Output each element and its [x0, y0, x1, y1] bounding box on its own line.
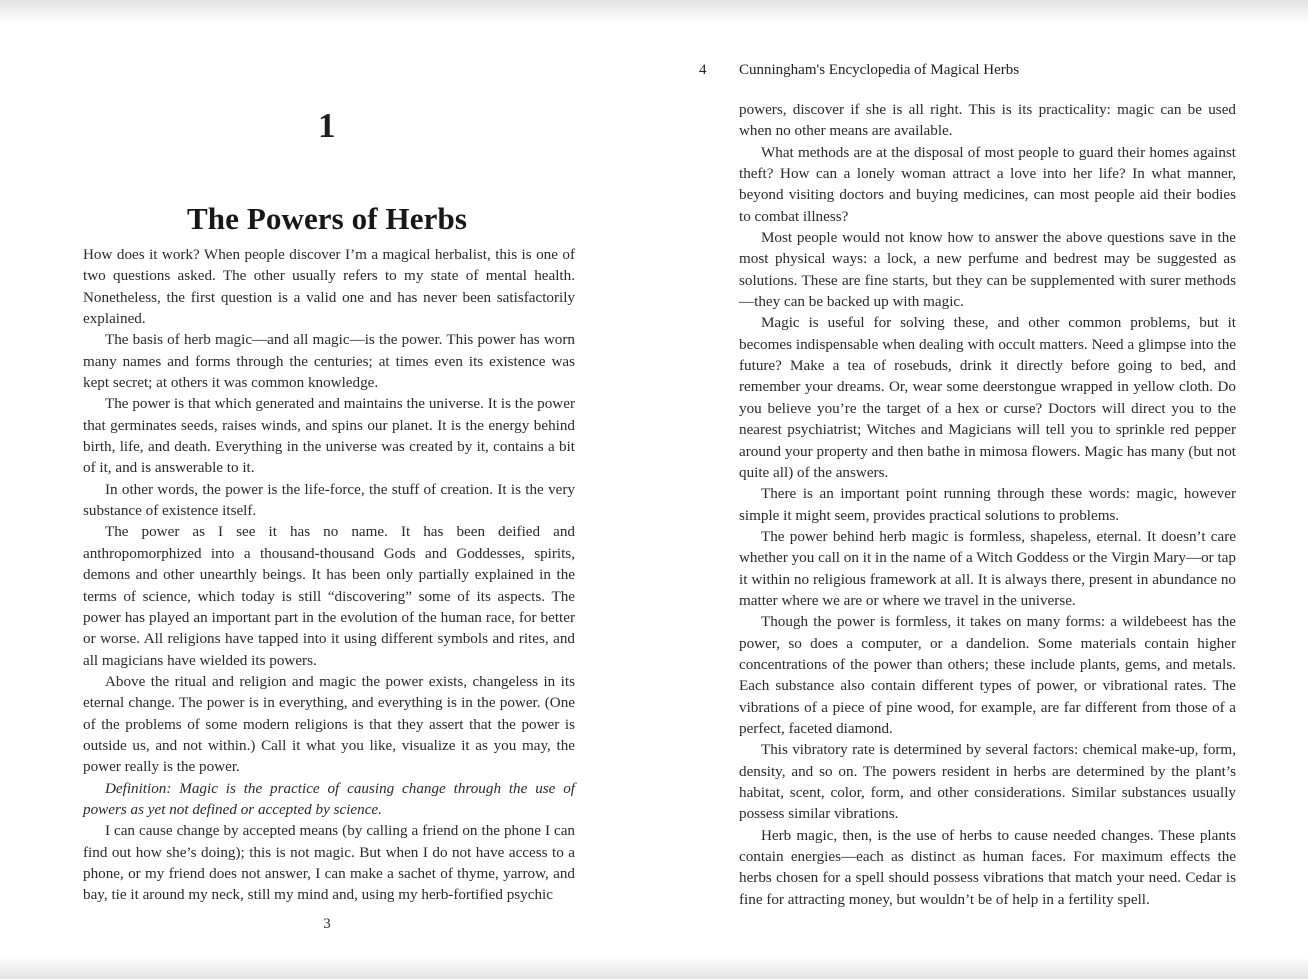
- paragraph: In other words, the power is the life-force, the stuff of creation. It is the very substance of existence itself.: [83, 480, 575, 520]
- left-column-text: [83, 244, 575, 906]
- running-head: [699, 60, 1239, 81]
- paragraph: This vibratory rate is determined by several factors: chemical make-up, form, density, and so on. The powers resident in herbs are determined by the plant’s habitat, scent, color, form, and other considerations. Similar substances usually possess similar vibrations.: [739, 741, 1236, 823]
- paragraph: powers, discover if she is all right. This is its practicality: magic can be used when no other means are available.: [739, 101, 1236, 140]
- running-head-title: Cunningham's Encyclopedia of Magical Herbs: [739, 62, 1020, 78]
- paragraph: How does it work? When people discover I’m a magical herbalist, this is one of two questions asked. The other usually refers to my state of mental health. Nonetheless, the first question is a valid one and has never been satisfactorily explained.: [83, 246, 575, 328]
- chapter-title: The Powers of Herbs: [187, 200, 467, 236]
- paragraph: The basis of herb magic—and all magic—is the power. This power has worn many names and forms through the centuries; at times even its existence was kept secret; at others it was common knowledge.: [83, 331, 575, 392]
- paragraph: Most people would not know how to answer the above questions save in the most physical ways: a lock, a new perfume and bedrest may be suggested as solutions. These are fine starts, but they can be supplemented with surer methods—they can be backed up with magic.: [739, 229, 1236, 311]
- paragraph: Though the power is formless, it takes on many forms: a wildebeest has the power, so does a computer, or a dandelion. Some materials contain higher concentrations of the power than others; these include plants, gems, and metals. Each substance also contain different types of power, or vibrational rates. The vibrations of a piece of pine wood, for example, are far different from those of a perfect, faceted diamond.: [739, 613, 1236, 737]
- paragraph: The power is that which generated and maintains the universe. It is the power that germinates seeds, raises winds, and spins our planet. It is the energy behind birth, life, and death. Everything in the universe was created by it, contains a bit of it, and is answerable to it.: [83, 395, 575, 477]
- paragraph: Above the ritual and religion and magic the power exists, changeless in its eternal change. The power is in everything, and everything is in the power. (One of the problems of some modern religions is that they assert that the power is outside us, and not within.) Call it what you like, visualize it as you may, the power really is the power.: [83, 672, 575, 776]
- definition-paragraph: Definition: Magic is the practice of causing change through the use of powers as yet not defined or accepted by science.: [83, 779, 575, 818]
- paragraph: The power as I see it has no name. It has been deified and anthropomorphized into a thousand-thousand Gods and Goddesses, spirits, demons and other unearthly beings. It has been only partially explained in the terms of science, which today is still “discovering” some of its aspects. The power has played an important part in the evolution of the human race, for better or worse. All religions have tapped into it using different symbols and rites, and all magicians have wielded its powers.: [83, 523, 575, 669]
- paragraph: I can cause change by accepted means (by calling a friend on the phone I can find out how she’s doing); this is not magic. But when I do not have access to a phone, or my friend does not answer, I can make a sachet of thyme, yarrow, and bay, tie it around my neck, still my mind and, using my herb-fortified psychic: [83, 822, 575, 904]
- paragraph: What methods are at the disposal of most people to guard their homes against theft? How can a lonely woman attract a love into her life? In what manner, beyond visiting doctors and buying medicines, can most people aid their bodies to combat illness?: [739, 143, 1236, 225]
- paragraph: The power behind herb magic is formless, shapeless, eternal. It doesn’t care whether you call on it in the name of a Witch Goddess or the Virgin Mary—or tap it within no religious framework at all. It is always there, present in abundance no matter where we are or where we travel in the universe.: [739, 527, 1236, 609]
- chapter-number: 1: [318, 106, 336, 145]
- right-column-text: [739, 99, 1236, 910]
- paragraph: Magic is useful for solving these, and other common problems, but it becomes indispensable when dealing with occult matters. Need a glimpse into the future? Make a tea of rosebuds, drink it directly before going to bed, and remember your dreams. Or, wear some deerstongue wrapped in yellow cloth. Do you believe you’re the target of a hex or curse? Doctors will direct you to the nearest psychiatrist; Witches and Magicians will tell you to sprinkle red pepper around your property and then bathe in mimosa flowers. Magic has many (but not quite all) of the answers.: [739, 314, 1236, 481]
- running-head-folio: 4: [699, 62, 707, 78]
- paragraph: Herb magic, then, is the use of herbs to cause needed changes. These plants contain energies—each as distinct as human faces. For maximum effects the herbs chosen for a spell should possess vibrations that match your need. Cedar is fine for attracting money, but wouldn’t be of help in a fertility spell.: [739, 826, 1236, 908]
- page-folio-left: 3: [323, 916, 331, 932]
- paragraph: There is an important point running through these words: magic, however simple it might seem, provides practical solutions to problems.: [739, 485, 1236, 524]
